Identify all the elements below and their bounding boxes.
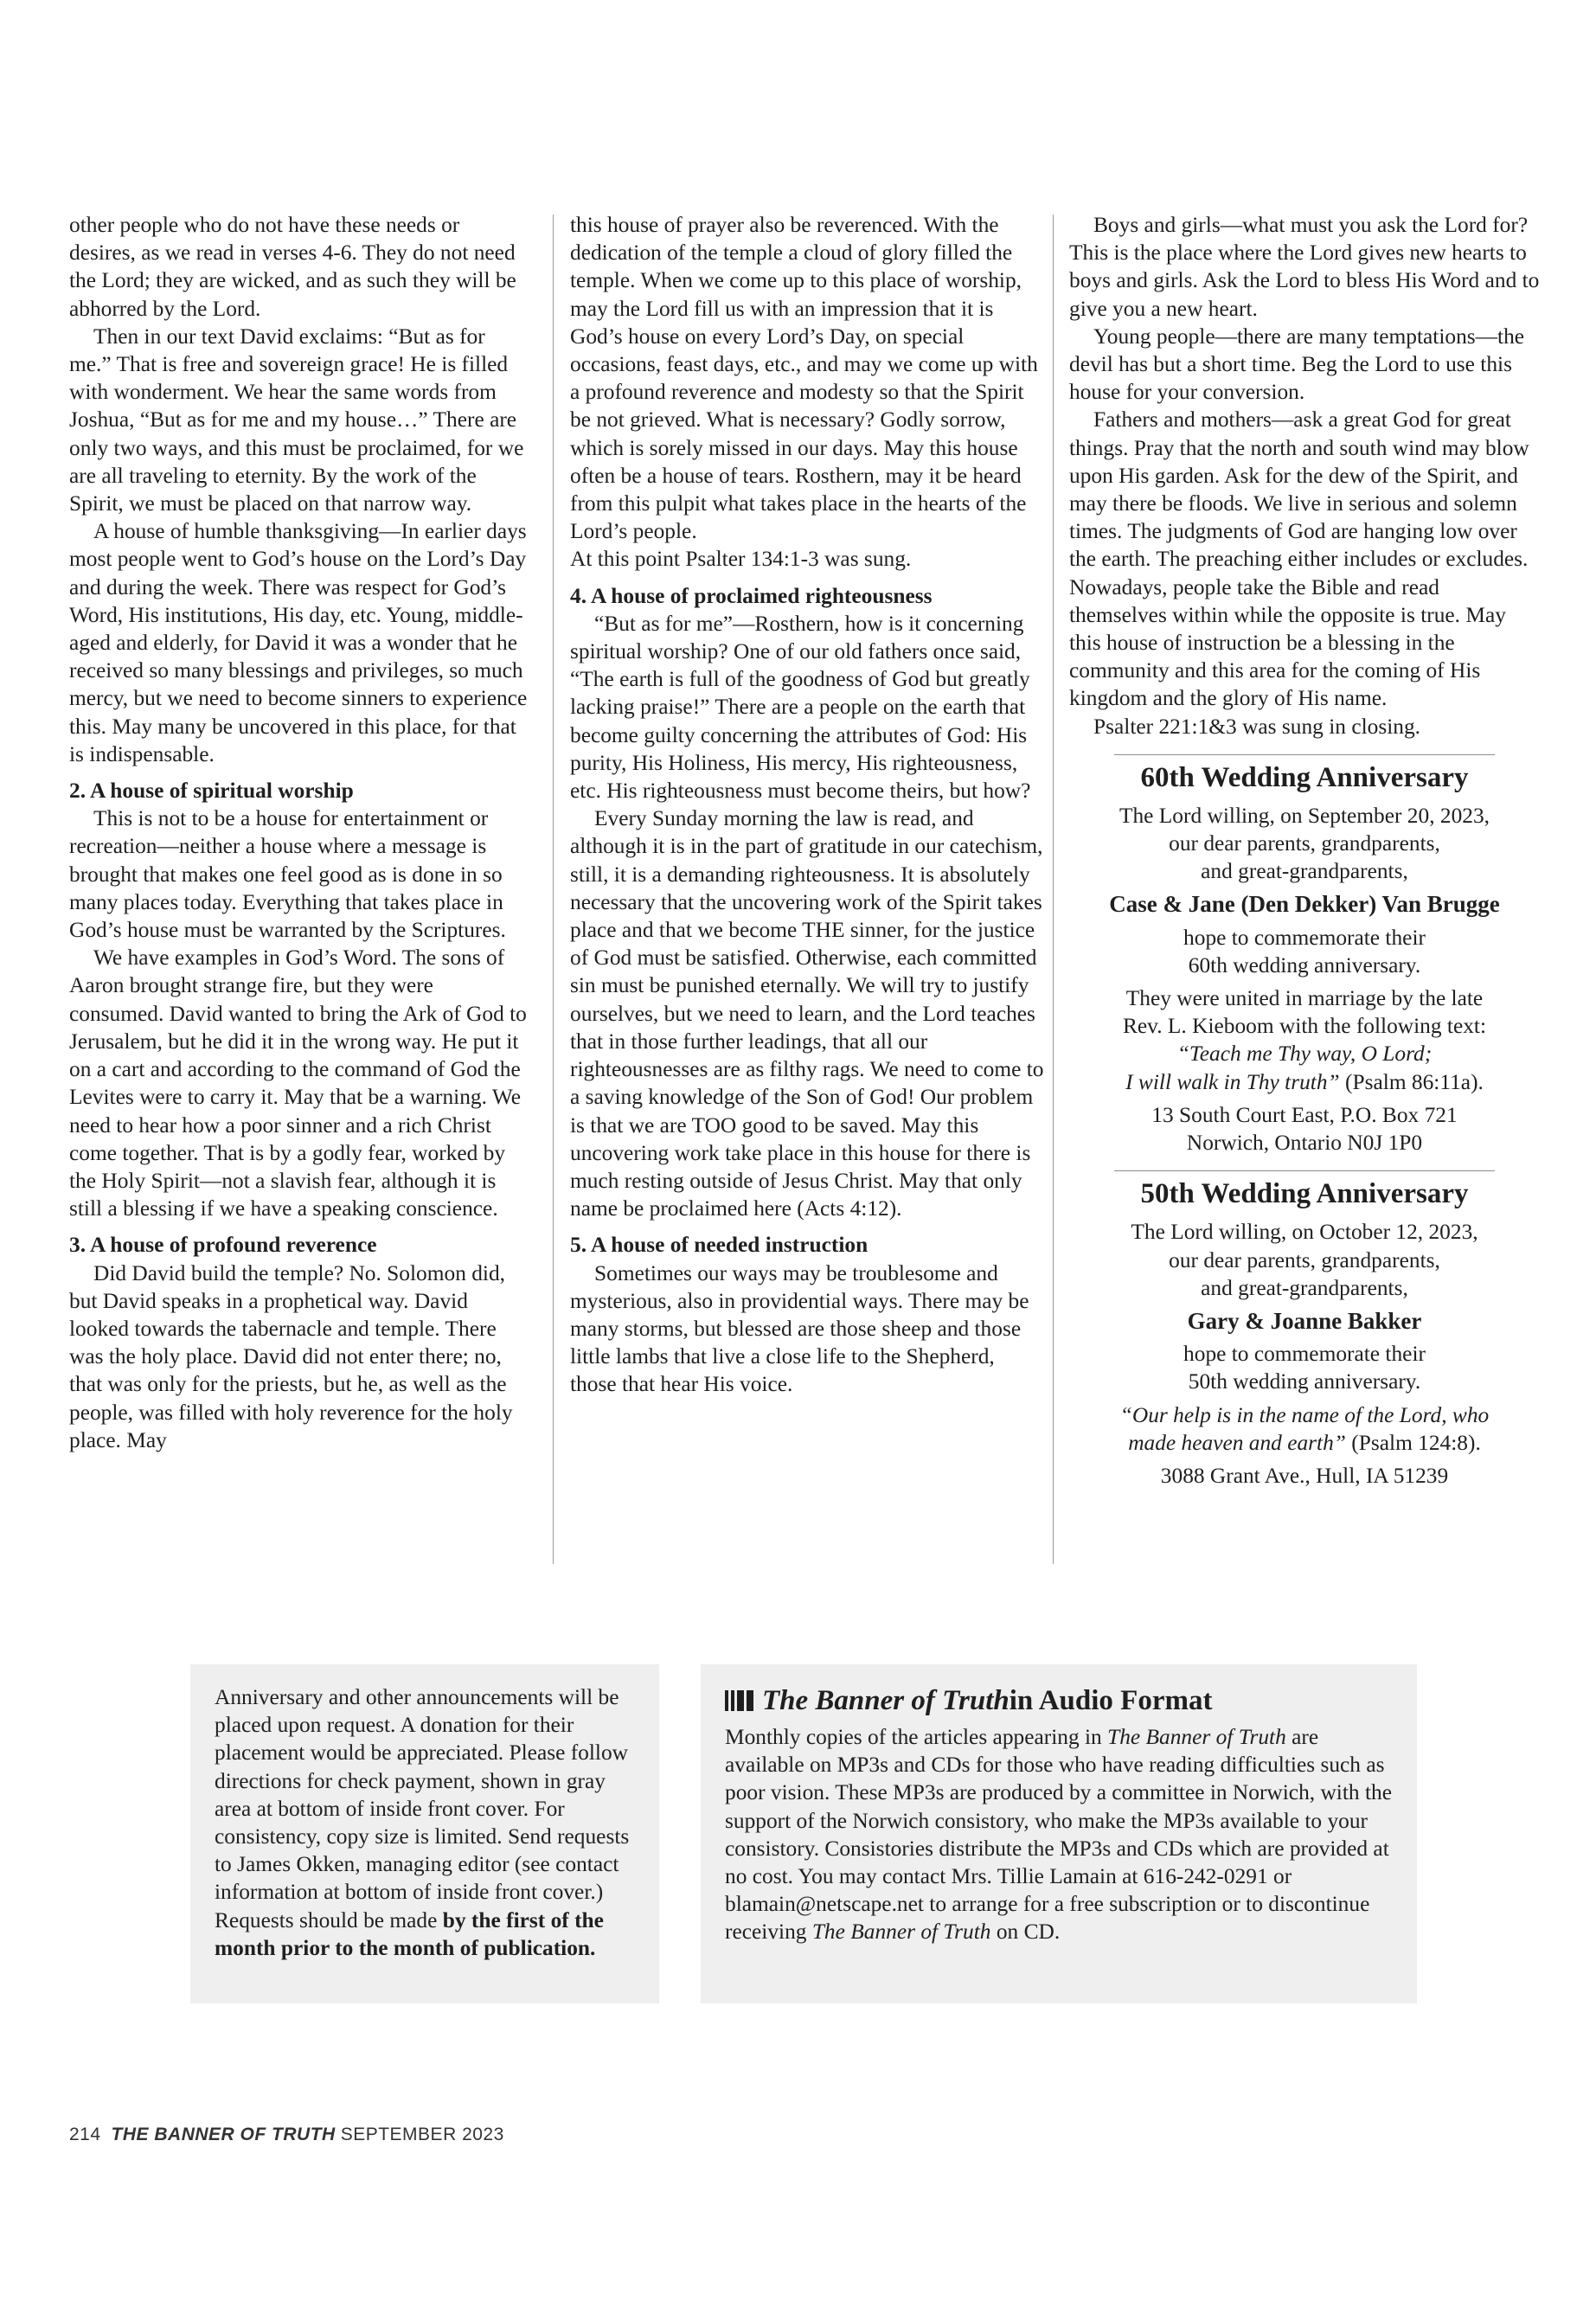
announcement-policy-box	[190, 1664, 659, 2003]
policy-deadline: by the first of the month prior to the month of publication.	[215, 1907, 604, 1960]
divider	[1114, 754, 1495, 755]
section-heading: 3. A house of profound reverence	[69, 1233, 377, 1258]
announcement-line: The Lord willing, on September 20, 2023,	[1118, 803, 1490, 828]
announcement-line: our dear parents, grandparents,	[1169, 831, 1440, 856]
announcement-line: and great-grandparents,	[1201, 859, 1408, 884]
article-column-3	[1069, 211, 1540, 1490]
announcement-line: The Lord willing, on October 12, 2023,	[1131, 1220, 1478, 1245]
audio-box-title	[725, 1682, 1396, 1720]
announcement-line: hope to commemorate their	[1183, 1342, 1426, 1367]
publication-name: The Banner of Truth	[1107, 1725, 1286, 1749]
issue-date: SEPTEMBER 2023	[340, 2125, 504, 2144]
anniversary-50	[1069, 1170, 1540, 1490]
verse-line	[1069, 1401, 1540, 1429]
section-heading: 4. A house of proclaimed righteousness	[570, 583, 933, 608]
verse-text: “Teach me Thy way, O Lord;	[1176, 1042, 1433, 1067]
paragraph: Every Sunday morning the law is read, and although it is in the part of gratitude in our catechism, still, it is a demanding righteousness. It is absolutely necessary that the uncovering work of the Spirit takes place and that we become THE sinner, for the justice of God must be satisfied. Otherwise, each committed sin must be punished eternally. We will try to justify ourselves, but we need to learn, and the Lord teaches that in those further leadings, that all our righteousnesses are as filthy rags. We need to come to a saving knowledge of the Son of God! Our problem is that we are TOO good to be saved. May this uncovering work take place in this house for there is much resting outside of Jesus Christ. May that only name be proclaimed here (Acts 4:12).	[570, 806, 1044, 1221]
announcement-line: 60th wedding anniversary.	[1188, 952, 1421, 977]
column-divider	[1053, 215, 1054, 1564]
announcement-line: hope to commemorate their	[1183, 925, 1426, 950]
verse-text: I will walk in Thy truth”	[1125, 1069, 1340, 1094]
verse-line	[1069, 1429, 1540, 1457]
announcement-line: our dear parents, grandparents,	[1169, 1247, 1440, 1272]
publication-title: THE BANNER OF TRUTH	[111, 2125, 336, 2144]
paragraph: Sometimes our ways may be troublesome and mysterious, also in providential ways. There may be many storms, but blessed are those sheep and those little lambs that live a close life to the Shepherd, those that hear His voice.	[570, 1260, 1029, 1397]
verse-text: “Our help is in the name of the Lord, who	[1119, 1402, 1490, 1427]
paragraph: At this point Psalter 134:1-3 was sung.	[570, 547, 912, 572]
address-line: 3088 Grant Ave., Hull, IA 51239	[1160, 1463, 1449, 1488]
announcement-line: Rev. L. Kieboom with the following text:	[1122, 1014, 1487, 1039]
paragraph: Did David build the temple? No. Solomon did, but David speaks in a prophetical way. David looked towards the tabernacle and temple. There was the holy place. David did not enter there; no, that was only for the priests, but he, as well as the people, was filled with holy reverence for the holy place. May	[69, 1260, 513, 1452]
verse-reference: (Psalm 124:8).	[1345, 1430, 1481, 1455]
paragraph: Fathers and mothers—ask a great God for great things. Pray that the north and south wind may blow upon His garden. Ask for the dew of the Spirit, and may there be floods. We live in serious and solemn times. The judgments of God are hanging low over the earth. The preaching either includes or excludes. Nowadays, people take the Bible and read themselves within while the opposite is true. May this house of instruction be a blessing in the community and this area for the coming of His kingdom and the glory of His name.	[1069, 407, 1529, 711]
announcement-title: 50th Wedding Anniversary	[1140, 1178, 1469, 1210]
paragraph: “But as for me”—Rosthern, how is it concerning spiritual worship? One of our old fathers once said, “The earth is full of the goodness of God but greatly lacking praise!” There are a people on the earth that become guilty concerning the attributes of God: His purity, His Holiness, His mercy, His righteousness, etc. His righteousness must become theirs, but how?	[570, 611, 1031, 804]
address-line: 13 South Court East, P.O. Box 721	[1151, 1102, 1458, 1127]
couple-names: Gary & Joanne Bakker	[1187, 1307, 1422, 1334]
couple-names: Case & Jane (Den Dekker) Van Brugge	[1109, 891, 1500, 918]
verse-text: made heaven and earth”	[1128, 1430, 1346, 1455]
paragraph: Boys and girls—what must you ask the Lord for? This is the place where the Lord gives new hearts to boys and girls. Ask the Lord to bless His Word and to give you a new heart.	[1069, 213, 1540, 321]
announcement-title: 60th Wedding Anniversary	[1140, 761, 1469, 793]
paragraph: Then in our text David exclaims: “But as for me.” That is free and sovereign grace! He is filled with wonderment. We hear the same words from Joshua, “But as for me and my house…” There are only two ways, and this must be proclaimed, for we are all traveling to eternity. By the work of the Spirit, we must be placed on that narrow way.	[69, 324, 524, 516]
text-part: on CD.	[990, 1920, 1061, 1945]
verse-reference: (Psalm 86:11a).	[1339, 1069, 1484, 1094]
section-heading: 2. A house of spiritual worship	[69, 779, 354, 804]
publication-name: The Banner of Truth	[811, 1920, 991, 1945]
policy-body: Anniversary and other announcements will be placed upon request. A donation for their placement would be appreciated. Please follow directions for check payment, shown in gray area at bottom of inside front cover. For consistency, copy size is limited. Send requests to James Okken, managing editor (see contact information at bottom of inside front cover.) Requests should be made	[215, 1685, 630, 1932]
policy-text	[215, 1664, 647, 1962]
divider	[1114, 1170, 1495, 1171]
anniversary-60	[1069, 754, 1540, 1157]
verse-line	[1069, 1068, 1540, 1096]
section-heading: 5. A house of needed instruction	[570, 1233, 869, 1258]
paragraph: Psalter 221:1&3 was sung in closing.	[1093, 714, 1421, 739]
address-line: Norwich, Ontario N0J 1P0	[1186, 1131, 1423, 1156]
column-divider	[553, 215, 554, 1564]
title-rest: in Audio Format	[1009, 1685, 1213, 1716]
paragraph: this house of prayer also be reverenced. With the dedication of the temple a cloud of glory filled the temple. When we come up to this place of worship, may the Lord fill us with an impression that it is God’s house on every Lord’s Day, on special occasions, feast days, etc., and may we come up with a profound reverence and modesty so that the Spirit be not grieved. What is necessary? Godly sorrow, which is sorely missed in our days. May this house often be a house of tears. Rosthern, may it be heard from this pulpit what takes place in the hearts of the Lord’s people.	[570, 213, 1038, 544]
page-footer	[69, 2125, 504, 2145]
audio-bars-icon	[725, 1690, 753, 1711]
audio-format-box	[701, 1664, 1417, 2003]
announcement-line: 50th wedding anniversary.	[1188, 1369, 1421, 1394]
page-number: 214	[69, 2125, 101, 2144]
audio-box-text	[725, 1723, 1396, 1946]
title-publication: The Banner of Truth	[762, 1685, 1010, 1716]
announcement-line: They were united in marriage by the late	[1125, 986, 1484, 1011]
article-column-1	[69, 211, 528, 1454]
paragraph: other people who do not have these needs or desires, as we read in verses 4-6. They do not need the Lord; they are wicked, and as such they will be abhorred by the Lord.	[69, 213, 516, 321]
paragraph: Young people—there are many temptations—the devil has but a short time. Beg the Lord to use this house for your conversion.	[1069, 324, 1525, 405]
text-part: Monthly copies of the articles appearing in	[725, 1725, 1108, 1749]
paragraph: This is not to be a house for entertainment or recreation—neither a house where a message is brought that makes one feel good as is done in so many places today. Everything that takes place in God’s house must be warranted by the Scriptures.	[69, 806, 506, 943]
announcement-line: and great-grandparents,	[1201, 1275, 1408, 1300]
text-part: are available on MP3s and CDs for those who have reading difficulties such as poor vision. These MP3s are produced by a committee in Norwich, with the support of the Norwich consistory, who make the MP3s available to your consistory. Consistories distribute the MP3s and CDs which are provided at no cost. You may contact Mrs. Tillie Lamain at 616-242-0291 or blamain@netscape.net to arrange for a free subscription or to discontinue receiving	[725, 1725, 1392, 1945]
paragraph: A house of humble thanksgiving—In earlier days most people went to God’s house on the Lord’s Day and during the week. There was respect for God’s Word, His institutions, His day, etc. Young, middle- aged and elderly, for David it was a wonder that he received so many blessings and privileges, so much mercy, but we need to become sinners to experience this. May many be uncovered in this place, for that is indispensable.	[69, 519, 528, 766]
verse-line	[1069, 1040, 1540, 1067]
paragraph: We have examples in God’s Word. The sons of Aaron brought strange fire, but they were consumed. David wanted to bring the Ark of God to Jerusalem, but he did it in the wrong way. He put it on a cart and according to the command of God the Levites were to carry it. May that be a warning. We need to hear how a poor sinner and a rich Christ come together. That is by a godly fear, worked by the Holy Spirit—not a slavish fear, although it is still a blessing if we have a speaking conscience.	[69, 945, 527, 1221]
article-column-2	[570, 211, 1044, 1399]
